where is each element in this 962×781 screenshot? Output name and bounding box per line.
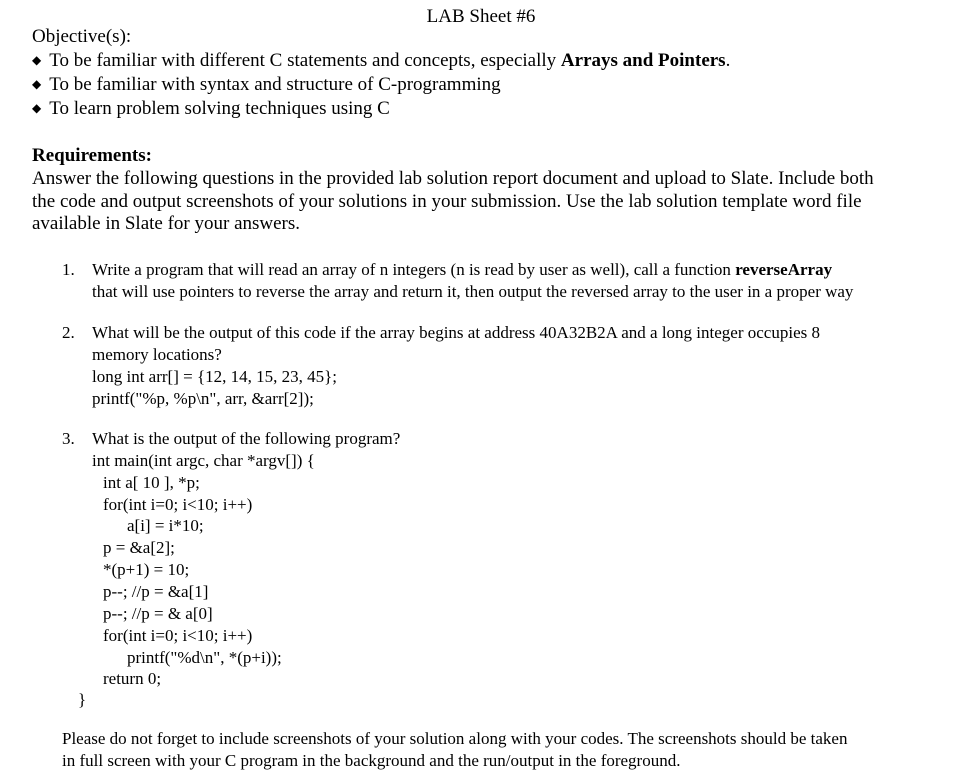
- code-line: int main(int argc, char *argv[]) {: [92, 451, 315, 470]
- code-line: int a[ 10 ], *p;: [103, 473, 200, 492]
- requirements-line: Answer the following questions in the provided lab solution report document and upload to Slate. Include both: [32, 168, 874, 189]
- question-2-line: memory locations?: [92, 345, 222, 364]
- diamond-bullet-icon: ◆: [32, 101, 42, 115]
- question-number: 1.: [62, 260, 75, 279]
- question-number: 3.: [62, 429, 75, 448]
- code-line: for(int i=0; i<10; i++): [103, 626, 253, 645]
- code-line: p--; //p = &a[1]: [103, 582, 209, 601]
- code-line: }: [78, 690, 87, 709]
- page-title: LAB Sheet #6: [426, 6, 536, 27]
- question-2-line: What will be the output of this code if the array begins at address 40A32B2A and a long integer occupies 8: [92, 323, 820, 342]
- diamond-bullet-icon: ◆: [32, 53, 42, 67]
- objective-item: ◆ To learn problem solving techniques using C: [32, 98, 390, 119]
- code-line: *(p+1) = 10;: [103, 560, 190, 579]
- question-number: 2.: [62, 323, 75, 342]
- code-line: for(int i=0; i<10; i++): [103, 495, 253, 514]
- question-1-line: Write a program that will read an array of n integers (n is read by user as well), call a function reverseArray: [92, 260, 833, 279]
- objective-item: ◆ To be familiar with different C statements and concepts, especially Arrays and Pointers.: [32, 50, 731, 71]
- code-line: printf("%p, %p\n", arr, &arr[2]);: [92, 389, 314, 408]
- requirements-line: the code and output screenshots of your solutions in your submission. Use the lab solution template word file: [32, 191, 862, 212]
- question-1-line: that will use pointers to reverse the array and return it, then output the reversed array to the user in a proper way: [92, 282, 854, 301]
- code-line: return 0;: [103, 669, 162, 688]
- diamond-bullet-icon: ◆: [32, 77, 42, 91]
- code-line: a[i] = i*10;: [127, 516, 204, 535]
- requirements-line: available in Slate for your answers.: [32, 213, 301, 234]
- code-line: p--; //p = & a[0]: [103, 604, 213, 623]
- code-line: p = &a[2];: [103, 538, 175, 557]
- code-line: printf("%d\n", *(p+i));: [127, 648, 282, 667]
- footer-note: Please do not forget to include screenshots of your solution along with your codes. The screenshots should be taken: [62, 729, 848, 748]
- question-3-line: What is the output of the following program?: [92, 429, 401, 448]
- requirements-heading: Requirements:: [32, 145, 152, 166]
- footer-note: in full screen with your C program in the background and the run/output in the foreground.: [62, 751, 681, 770]
- objectives-heading: Objective(s):: [32, 26, 132, 47]
- code-line: long int arr[] = {12, 14, 15, 23, 45};: [92, 367, 337, 386]
- objective-item: ◆ To be familiar with syntax and structure of C-programming: [32, 74, 501, 95]
